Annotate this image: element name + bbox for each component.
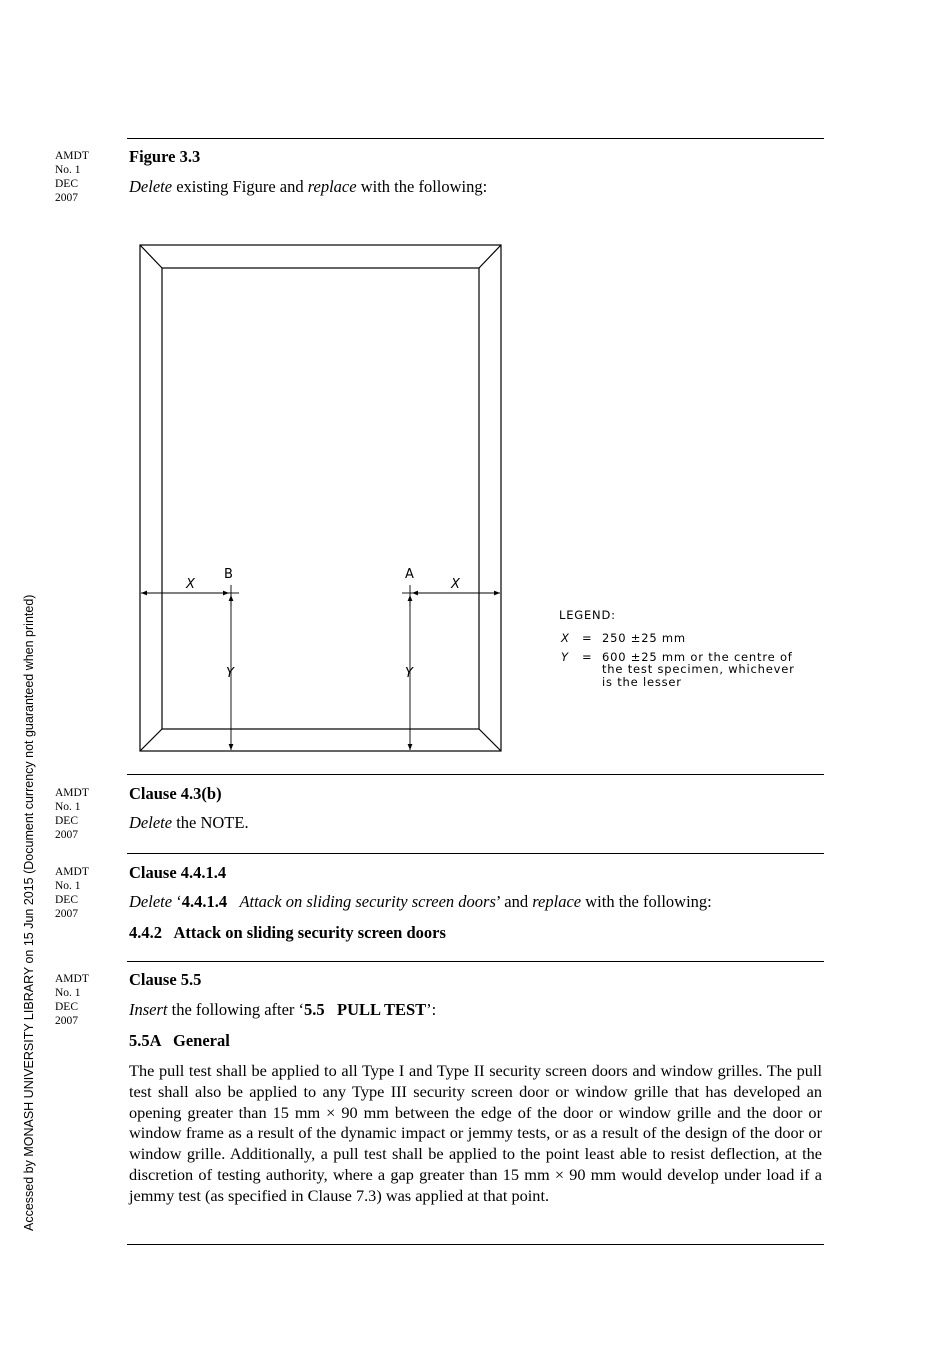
clause-4-3b-instruction: Delete the NOTE. <box>129 813 249 832</box>
amendment-tag: AMDT No. 1 DEC 2007 <box>55 787 89 841</box>
clause-5-5a-body: The pull test shall be applied to all Type I and Type II security screen doors and window grilles. The pull test shall also be applied to any Type III security screen door or window grille that has developed an opening greater than 15 mm × 90 mm between the edge of the door or window grille and the door or window frame as a result of the dynamic impact or jemmy tests, or as a result of the design of the door or window grille. Additionally, a pull test shall be applied to the point least able to resist deflection, at the discretion of testing authority, where a gap greater than 15 mm × 90 mm would develop under load if a jemmy test (as specified in Clause 7.3) was applied at that point. <box>129 1061 822 1205</box>
clause-4-4-2-new-heading: 4.4.2 Attack on sliding security screen doors <box>129 923 446 942</box>
clause-4-3b-heading: Clause 4.3(b) <box>129 784 222 803</box>
clause-5-5a-heading: 5.5A General <box>129 1031 230 1050</box>
dim-y-label-b: Y <box>226 666 234 681</box>
dim-y-label-a: Y <box>405 666 413 681</box>
amendment-tag: AMDT No. 1 DEC 2007 <box>55 150 89 204</box>
legend-y-symbol: Y <box>561 650 569 664</box>
frame-inner <box>162 268 479 729</box>
clause-5-5-heading: Clause 5.5 <box>129 970 202 989</box>
clause-4-4-1-4-heading: Clause 4.4.1.4 <box>129 863 227 882</box>
frame-outer <box>140 245 501 751</box>
legend-x-symbol: X <box>561 631 570 645</box>
legend-x-value: 250 ±25 mm <box>602 631 686 645</box>
point-b-label: B <box>224 567 233 582</box>
clause-5-5-instruction: Insert the following after ‘5.5 PULL TEST’: <box>129 1000 437 1019</box>
figure-heading: Figure 3.3 <box>129 147 201 166</box>
section-divider <box>127 774 824 775</box>
amendment-tag: AMDT No. 1 DEC 2007 <box>55 973 89 1027</box>
dim-x-label-b: X <box>186 577 195 592</box>
legend-equals: = <box>582 631 593 645</box>
legend-title: LEGEND: <box>559 608 616 622</box>
legend-equals: = <box>582 650 593 664</box>
legend-y-line-2: the test specimen, whichever <box>602 662 795 676</box>
amendment-tag: AMDT No. 1 DEC 2007 <box>55 866 89 920</box>
figure-instruction: Delete existing Figure and replace with the following: <box>129 177 488 196</box>
section-divider <box>127 1244 824 1245</box>
legend-y-line-1: 600 ±25 mm or the centre of <box>602 650 793 664</box>
access-note: Accessed by MONASH UNIVERSITY LIBRARY on 15 Jun 2015 (Document currency not guaranteed when printed) <box>22 594 36 1231</box>
section-divider <box>127 853 824 854</box>
legend-y-line-3: is the lesser <box>602 675 682 689</box>
point-a-label: A <box>405 567 414 582</box>
clause-4-4-1-4-instruction: Delete ‘4.4.1.4 Attack on sliding security screen doors’ and replace with the following: <box>129 892 712 911</box>
dim-x-label-a: X <box>451 577 460 592</box>
section-divider <box>127 961 824 962</box>
